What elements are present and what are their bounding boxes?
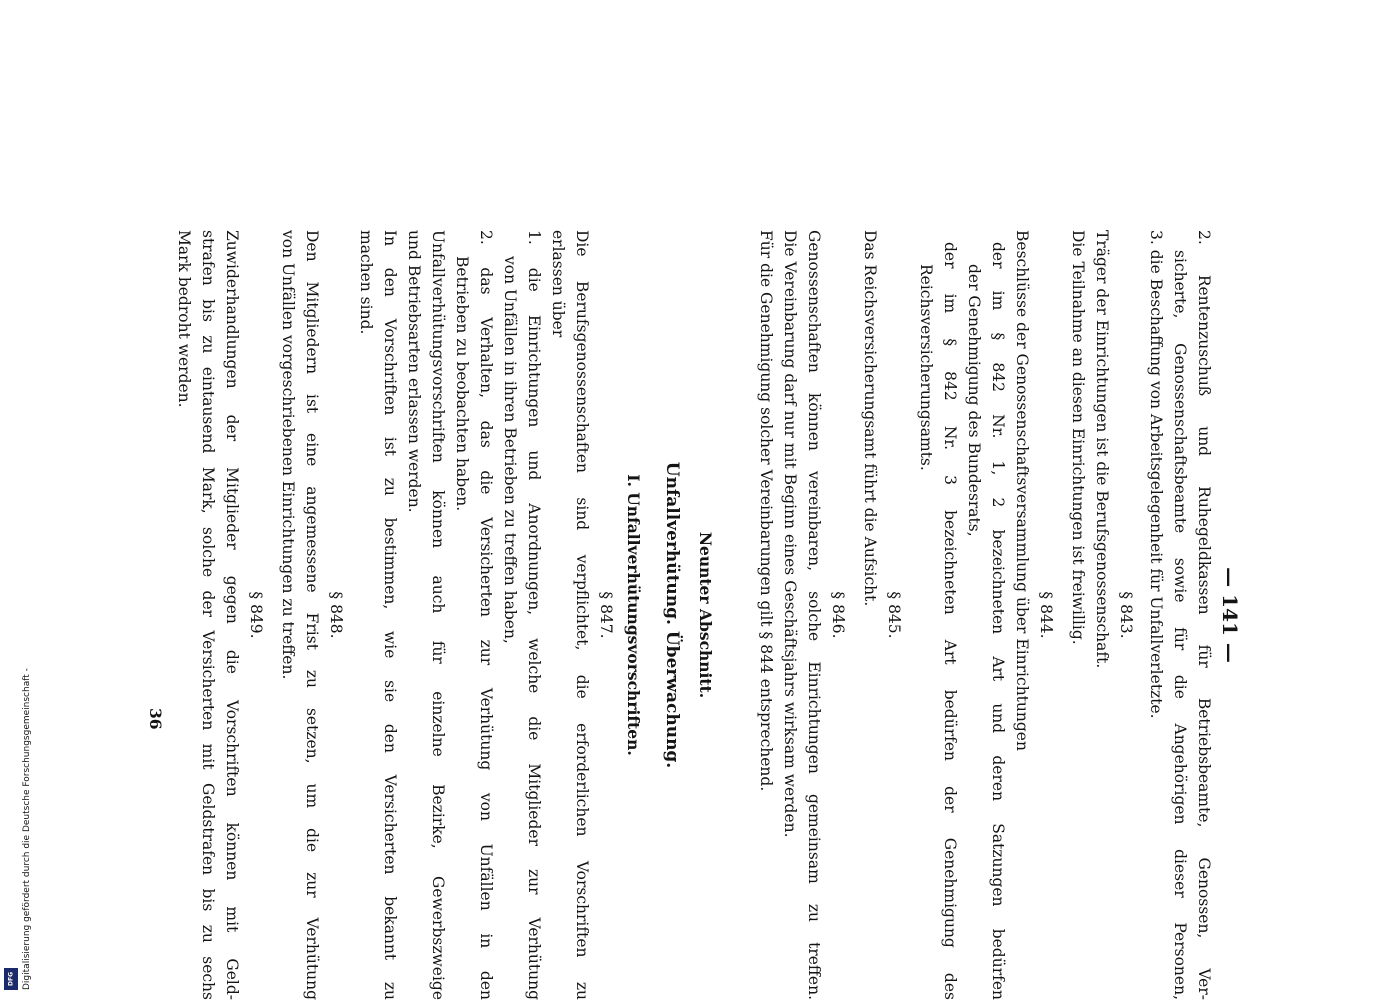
text-line: von Unfällen in ihren Betrieben zu treffen haben, [501, 256, 519, 644]
subchapter-title: I. Unfallverhütungsvorschriften. [624, 474, 643, 756]
text-line: In den Vorschriften ist zu bestimmen, wie sie den Versicherten bekannt zu [381, 230, 399, 1000]
text-line: Unfallverhütungsvorschriften können auch für einzelne Bezirke, Gewerbszweige [429, 230, 447, 1000]
text-line: der im § 842 Nr. 3 bezeichneten Art bedürfen der Genehmigung des [941, 242, 959, 1000]
text-line: Die Vereinbarung darf nur mit Beginn eines Geschäftsjahrs wirksam werden. [781, 230, 799, 838]
text-line: der im § 842 Nr. 1, 2 bezeichneten Art und deren Satzungen bedürfen [989, 242, 1007, 1000]
text-line: erlassen über [549, 230, 567, 338]
text-line: 1. die Einrichtungen und Anordnungen, welche die Mitglieder zur Verhütung [525, 230, 543, 1000]
text-line: Reichsversicherungsamts. [917, 264, 935, 471]
text-line: 2. Rentenzuschuß und Ruhegeldkassen für Betriebsbeamte, Genossen, Ver- [1195, 230, 1213, 1000]
text-line: Betrieben zu beobachten haben. [453, 256, 471, 512]
text-line: Beschlüsse der Genossenschaftsversammlung über Einrichtungen [1013, 230, 1031, 751]
section-number: § 843. [1117, 591, 1135, 639]
section-number: § 848. [327, 591, 345, 639]
text-line: 3. die Beschaffung von Arbeitsgelegenheit für Unfallverletzte. [1147, 230, 1165, 719]
text-line: Die Berufsgenossenschaften sind verpflichtet, die erforderlichen Vorschriften zu [573, 230, 591, 1000]
page-number: — 141 — [1218, 567, 1242, 663]
text-line: machen sind. [357, 230, 375, 335]
text-line: Für die Genehmigung solcher Vereinbarungen gilt § 844 entsprechend. [757, 230, 775, 792]
text-line: Träger der Einrichtungen ist die Berufsgenossenschaft. [1093, 230, 1111, 669]
text-line: der Genehmigung des Bundesrats, [965, 264, 983, 537]
section-number: § 849. [247, 591, 265, 639]
text-line: Den Mitgliedern ist eine angemessene Frist zu setzen, um die zur Verhütung [303, 230, 321, 1000]
text-line: sicherte, Genossenschaftsbeamte sowie für die Angehörigen dieser Personen, [1171, 250, 1189, 1000]
dfg-logo: DFG [4, 968, 18, 990]
section-number: § 846. [829, 591, 847, 639]
printer-signature: 36 [146, 708, 165, 730]
chapter-heading: Neunter Abschnitt. [696, 531, 715, 699]
section-number: § 844. [1037, 591, 1055, 639]
text-line: strafen bis zu eintausend Mark, solche der Versicherten mit Geldstrafen bis zu sechs [199, 230, 217, 1000]
document-page [140, 230, 1240, 1000]
text-line: von Unfällen vorgeschriebenen Einrichtungen zu treffen. [279, 230, 297, 680]
text-line: und Betriebsarten erlassen werden. [405, 230, 423, 513]
text-line: Genossenschaften können vereinbaren, solche Einrichtungen gemeinsam zu treffen. [805, 230, 823, 1000]
section-number: § 847. [597, 591, 615, 639]
text-line: Das Reichsversicherungsamt führt die Aufsicht. [861, 230, 879, 607]
section-number: § 845. [885, 591, 903, 639]
chapter-title: Unfallverhütung. Überwachung. [662, 461, 682, 769]
text-line: Zuwiderhandlungen der Mitglieder gegen die Vorschriften können mit Geld- [223, 230, 241, 1000]
text-line: Mark bedroht werden. [175, 230, 193, 408]
digitization-note: Digitalisierung gefördert durch die Deutsche Forschungsgemeinschaft - [22, 668, 32, 990]
text-line: 2. das Verhalten, das die Versicherten zur Verhütung von Unfällen in den [477, 230, 495, 1000]
text-line: Die Teilnahme an diesen Einrichtungen ist freiwillig. [1069, 230, 1087, 645]
